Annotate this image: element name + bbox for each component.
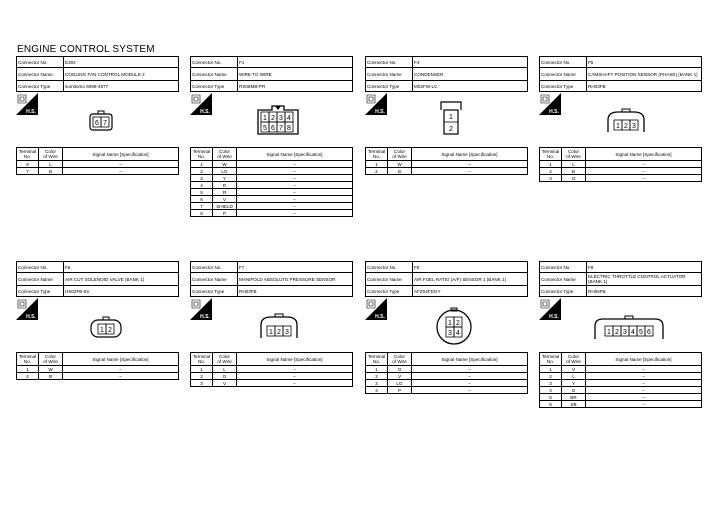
connector-info-table [190, 56, 353, 92]
connector-no-label: Connector No. [366, 262, 413, 273]
wire-color-cell: Y [562, 380, 586, 387]
table-row [191, 182, 353, 189]
terminal-no-cell: 3 [191, 175, 213, 182]
connector-no-value: F4 [413, 57, 528, 68]
wire-color-cell: W [213, 161, 237, 168]
signal-name-cell: – [586, 175, 702, 182]
table-row [366, 366, 528, 373]
signal-name-cell: – [237, 182, 353, 189]
connector-no-label: Connector No. [17, 262, 64, 273]
connector-name-label: Connector Name [540, 273, 587, 286]
connector-type-value: sumitomo 6098-4977 [64, 81, 179, 92]
connector-face-e304 [84, 110, 118, 134]
terminal-no-cell: 5 [540, 394, 562, 401]
pin-label: 5 [639, 329, 643, 336]
connector-name-label: Connector Name [191, 68, 238, 81]
wire-color-cell: V [388, 373, 412, 380]
signal-name-cell: – [586, 380, 702, 387]
connector-block-f8 [365, 261, 528, 297]
terminal-no-cell: 7 [17, 168, 39, 175]
table-row [540, 161, 702, 168]
pin-label: 7 [103, 120, 107, 127]
pin-label: 3 [623, 329, 627, 336]
pin-label: 6 [95, 120, 99, 127]
wire-color-cell: L [562, 373, 586, 380]
hs-label: H.S. [549, 109, 559, 115]
table-row [17, 161, 179, 168]
signal-name-header: Signal Name [Specification] [412, 353, 528, 366]
signal-name-header: Signal Name [Specification] [63, 353, 179, 366]
terminal-no-header: Terminal No. [540, 353, 562, 366]
table-row [17, 168, 179, 175]
connector-name-label: Connector Name [540, 68, 587, 81]
pin-label: 8 [287, 125, 291, 132]
hs-label: H.S. [375, 109, 385, 115]
terminal-no-cell: 3 [540, 380, 562, 387]
terminal-no-cell: 2 [366, 168, 388, 175]
connector-block-f7 [190, 261, 353, 297]
table-row [366, 373, 528, 380]
hs-harness-side-icon [365, 298, 387, 320]
signal-name-cell: – [412, 168, 528, 175]
pin-label: 3 [632, 123, 636, 130]
connector-face-f7 [257, 312, 301, 342]
signal-name-cell: – [237, 196, 353, 203]
connector-type-value: AFZ04FDGY [413, 286, 528, 297]
terminal-no-cell: 6 [17, 161, 39, 168]
table-row [540, 401, 702, 408]
wire-color-cell: R [213, 182, 237, 189]
terminal-no-cell: 2 [366, 373, 388, 380]
connector-name-value: COOLING FAN CONTROL MODULE 2 [64, 68, 179, 81]
pin-label: 1 [449, 114, 453, 121]
table-row [366, 168, 528, 175]
connector-info-table [365, 261, 528, 297]
wire-color-cell: BR [562, 394, 586, 401]
wire-color-cell: L [562, 161, 586, 168]
connector-info-table [16, 56, 179, 92]
signal-name-cell: – [412, 373, 528, 380]
hs-harness-side-icon [16, 298, 38, 320]
pin-label: 1 [100, 327, 104, 334]
terminal-no-cell: 2 [17, 373, 39, 380]
connector-no-label: Connector No. [191, 57, 238, 68]
hs-harness-side-icon [365, 93, 387, 115]
connector-name-value: CONDENSER [413, 68, 528, 81]
connector-type-value: RH03FB [238, 286, 353, 297]
hs-harness-side-icon [16, 93, 38, 115]
terminal-table [539, 352, 702, 408]
pin-label: 3 [448, 330, 452, 337]
terminal-table [16, 147, 179, 175]
connector-no-value: F7 [238, 262, 353, 273]
wire-color-cell: G [213, 373, 237, 380]
signal-name-cell: – [237, 189, 353, 196]
terminal-no-cell: 1 [540, 366, 562, 373]
connector-info-table [539, 261, 702, 297]
terminal-no-cell: 3 [366, 380, 388, 387]
signal-name-cell: – [586, 373, 702, 380]
terminal-no-cell: 4 [540, 387, 562, 394]
connector-type-label: Connector Type [366, 286, 413, 297]
connector-face-f8 [434, 306, 474, 346]
connector-type-label: Connector Type [17, 286, 64, 297]
connector-type-label: Connector Type [191, 81, 238, 92]
connector-no-label: Connector No. [191, 262, 238, 273]
pin-label: 2 [615, 329, 619, 336]
terminal-no-cell: 1 [17, 366, 39, 373]
color-of-wire-header: Color of Wire [39, 148, 63, 161]
signal-name-cell: – [63, 161, 179, 168]
pin-label: 6 [647, 329, 651, 336]
table-row [191, 203, 353, 210]
terminal-no-header: Terminal No. [540, 148, 562, 161]
pin-label: 1 [269, 329, 273, 336]
connector-type-label: Connector Type [17, 81, 64, 92]
wire-color-cell: R [213, 189, 237, 196]
terminal-no-cell: 4 [191, 182, 213, 189]
pin-label: 1 [263, 115, 267, 122]
wire-color-cell: V [213, 380, 237, 387]
wire-color-cell: B [39, 168, 63, 175]
color-of-wire-header: Color of Wire [388, 148, 412, 161]
connector-name-value: ELECTRIC THROTTLE CONTROL ACTUATOR (BANK 1) [587, 273, 702, 286]
terminal-table [190, 147, 353, 217]
connector-face-f9 [592, 314, 666, 342]
terminal-no-header: Terminal No. [366, 148, 388, 161]
terminal-no-cell: 6 [191, 196, 213, 203]
terminal-no-header: Terminal No. [191, 353, 213, 366]
terminal-no-cell: 1 [191, 366, 213, 373]
table-row [191, 210, 353, 217]
wire-color-cell: W [39, 366, 63, 373]
pin-label: 2 [271, 115, 275, 122]
connector-name-label: Connector Name [366, 273, 413, 286]
pin-label: 2 [108, 327, 112, 334]
connector-no-label: Connector No. [17, 57, 64, 68]
wire-color-cell: O [562, 175, 586, 182]
signal-name-header: Signal Name [Specification] [586, 353, 702, 366]
table-row [366, 380, 528, 387]
signal-name-header: Signal Name [Specification] [412, 148, 528, 161]
wire-color-cell: V [213, 196, 237, 203]
pin-label: 2 [449, 126, 453, 133]
connector-name-value: CAMSHAFT POSITION SENSOR (PHASE) (BANK 1) [587, 68, 702, 81]
connector-info-table [190, 261, 353, 297]
wire-color-cell: L [213, 366, 237, 373]
terminal-no-cell: 2 [540, 168, 562, 175]
connector-type-label: Connector Type [540, 286, 587, 297]
pin-label: 2 [456, 320, 460, 327]
table-row [366, 387, 528, 394]
signal-name-cell: – [63, 168, 179, 175]
signal-name-cell: – [586, 401, 702, 408]
hs-label: H.S. [26, 314, 36, 320]
signal-name-cell: – [412, 366, 528, 373]
color-of-wire-header: Color of Wire [39, 353, 63, 366]
connector-block-f1 [190, 56, 353, 92]
table-row [540, 373, 702, 380]
connector-no-label: Connector No. [540, 57, 587, 68]
wire-color-cell: B [562, 168, 586, 175]
connector-no-value: F6 [64, 262, 179, 273]
signal-name-header: Signal Name [Specification] [586, 148, 702, 161]
color-of-wire-header: Color of Wire [562, 353, 586, 366]
terminal-no-cell: 2 [540, 373, 562, 380]
signal-name-cell: – [412, 161, 528, 168]
connector-type-label: Connector Type [540, 81, 587, 92]
pin-label: 3 [285, 329, 289, 336]
page-title: ENGINE CONTROL SYSTEM [17, 44, 155, 55]
signal-name-cell: – [412, 380, 528, 387]
hs-harness-side-icon [190, 298, 212, 320]
connector-block-f9 [539, 261, 702, 297]
wire-color-cell: L [39, 161, 63, 168]
wire-color-cell: G [562, 387, 586, 394]
terminal-no-cell: 4 [366, 387, 388, 394]
color-of-wire-header: Color of Wire [562, 148, 586, 161]
table-row [191, 196, 353, 203]
wire-color-cell: V [562, 366, 586, 373]
hs-label: H.S. [375, 314, 385, 320]
pin-label: 2 [624, 123, 628, 130]
terminal-no-cell: 1 [191, 161, 213, 168]
pin-label: 7 [279, 125, 283, 132]
terminal-table [190, 352, 353, 387]
table-row [17, 366, 179, 373]
table-row [540, 168, 702, 175]
terminal-no-header: Terminal No. [17, 353, 39, 366]
signal-name-cell: – [237, 380, 353, 387]
connector-block-f4 [365, 56, 528, 92]
wire-color-cell: LG [213, 168, 237, 175]
pin-label: 1 [607, 329, 611, 336]
connector-name-value: AIR FUEL RATIO (A/F) SENSOR 1 (BANK 1) [413, 273, 528, 286]
wire-color-cell: W [388, 161, 412, 168]
pin-label: 4 [456, 330, 460, 337]
signal-name-cell: – [237, 168, 353, 175]
signal-name-header: Signal Name [Specification] [237, 148, 353, 161]
signal-name-cell: – [237, 161, 353, 168]
terminal-no-cell: 5 [191, 189, 213, 196]
connector-type-value: RS08MB-PR [238, 81, 353, 92]
wire-color-cell: B [39, 373, 63, 380]
color-of-wire-header: Color of Wire [213, 148, 237, 161]
table-row [191, 168, 353, 175]
connector-block-e304 [16, 56, 179, 92]
color-of-wire-header: Color of Wire [213, 353, 237, 366]
connector-name-label: Connector Name [366, 68, 413, 81]
wire-color-cell: SHIELD [213, 203, 237, 210]
connector-type-value: HS02FB-6V [64, 286, 179, 297]
wire-color-cell: LG [388, 380, 412, 387]
table-row [540, 366, 702, 373]
terminal-no-cell: 3 [191, 380, 213, 387]
connector-name-value: MANIFOLD ABSOLUTE PRESSURE SENSOR [238, 273, 353, 286]
connector-face-f1 [250, 101, 306, 137]
terminal-table [365, 352, 528, 394]
connector-face-f5 [604, 108, 648, 136]
terminal-no-header: Terminal No. [191, 148, 213, 161]
terminal-table [365, 147, 528, 175]
table-row [540, 175, 702, 182]
terminal-no-cell: 1 [366, 366, 388, 373]
table-row [191, 175, 353, 182]
terminal-no-header: Terminal No. [17, 148, 39, 161]
terminal-no-cell: 2 [191, 373, 213, 380]
table-row [366, 161, 528, 168]
table-row [191, 189, 353, 196]
signal-name-cell: – [237, 175, 353, 182]
terminal-no-cell: 1 [540, 161, 562, 168]
table-row [191, 161, 353, 168]
signal-name-cell: – [63, 373, 179, 380]
connector-name-label: Connector Name [191, 273, 238, 286]
connector-block-f6 [16, 261, 179, 297]
connector-no-label: Connector No. [540, 262, 587, 273]
connector-name-value: AIR CUT SOLENOID VALVE (BANK 1) [64, 273, 179, 286]
hs-harness-side-icon [190, 93, 212, 115]
signal-name-header: Signal Name [Specification] [237, 353, 353, 366]
signal-name-cell: – [586, 366, 702, 373]
pin-label: 3 [279, 115, 283, 122]
connector-info-table [16, 261, 179, 297]
hs-harness-side-icon [539, 298, 561, 320]
pin-label: 5 [263, 125, 267, 132]
connector-face-f6 [88, 316, 124, 340]
color-of-wire-header: Color of Wire [388, 353, 412, 366]
wire-color-cell: P [213, 210, 237, 217]
pin-label: 2 [277, 329, 281, 336]
terminal-no-header: Terminal No. [366, 353, 388, 366]
terminal-table [16, 352, 179, 380]
signal-name-cell: – [586, 161, 702, 168]
wire-color-cell: P [388, 387, 412, 394]
connector-type-label: Connector Type [191, 286, 238, 297]
pin-label: 4 [631, 329, 635, 336]
signal-name-cell: – [237, 203, 353, 210]
connector-no-value: F1 [238, 57, 353, 68]
pin-label: 4 [287, 115, 291, 122]
signal-name-cell: – [237, 366, 353, 373]
hs-label: H.S. [200, 314, 210, 320]
pin-label: 6 [271, 125, 275, 132]
connector-no-value: F5 [587, 57, 702, 68]
table-row [17, 373, 179, 380]
table-row [191, 373, 353, 380]
hs-label: H.S. [549, 314, 559, 320]
terminal-table [539, 147, 702, 182]
signal-name-cell: – [63, 366, 179, 373]
signal-name-cell: – [237, 373, 353, 380]
signal-name-cell: – [412, 387, 528, 394]
connector-no-label: Connector No. [366, 57, 413, 68]
signal-name-cell: – [586, 387, 702, 394]
wire-color-cell: Y [213, 175, 237, 182]
table-row [540, 394, 702, 401]
hs-label: H.S. [26, 109, 36, 115]
connector-info-table [539, 56, 702, 92]
terminal-no-cell: 3 [540, 175, 562, 182]
wire-color-cell: O [388, 366, 412, 373]
pin-label: 1 [448, 320, 452, 327]
signal-name-cell: – [586, 394, 702, 401]
table-row [191, 380, 353, 387]
table-row [540, 380, 702, 387]
signal-name-cell: – [237, 210, 353, 217]
connector-info-table [365, 56, 528, 92]
terminal-no-cell: 2 [191, 168, 213, 175]
terminal-no-cell: 7 [191, 203, 213, 210]
connector-no-value: E304 [64, 57, 179, 68]
connector-face-f4 [436, 100, 466, 136]
terminal-no-cell: 8 [191, 210, 213, 217]
connector-no-value: F9 [587, 262, 702, 273]
connector-type-value: RH03FB [587, 81, 702, 92]
connector-type-value: M02FW-LC [413, 81, 528, 92]
table-row [540, 387, 702, 394]
signal-name-cell: – [586, 168, 702, 175]
connector-name-label: Connector Name [17, 273, 64, 286]
connector-type-value: RH06FB [587, 286, 702, 297]
connector-name-label: Connector Name [17, 68, 64, 81]
wire-color-cell: SB [562, 401, 586, 408]
terminal-no-cell: 6 [540, 401, 562, 408]
wire-color-cell: B [388, 168, 412, 175]
pin-label: 1 [616, 123, 620, 130]
signal-name-header: Signal Name [Specification] [63, 148, 179, 161]
connector-no-value: F8 [413, 262, 528, 273]
connector-name-value: WIRE TO WIRE [238, 68, 353, 81]
connector-type-label: Connector Type [366, 81, 413, 92]
hs-label: H.S. [200, 109, 210, 115]
connector-block-f5 [539, 56, 702, 92]
terminal-no-cell: 1 [366, 161, 388, 168]
table-row [191, 366, 353, 373]
hs-harness-side-icon [539, 93, 561, 115]
